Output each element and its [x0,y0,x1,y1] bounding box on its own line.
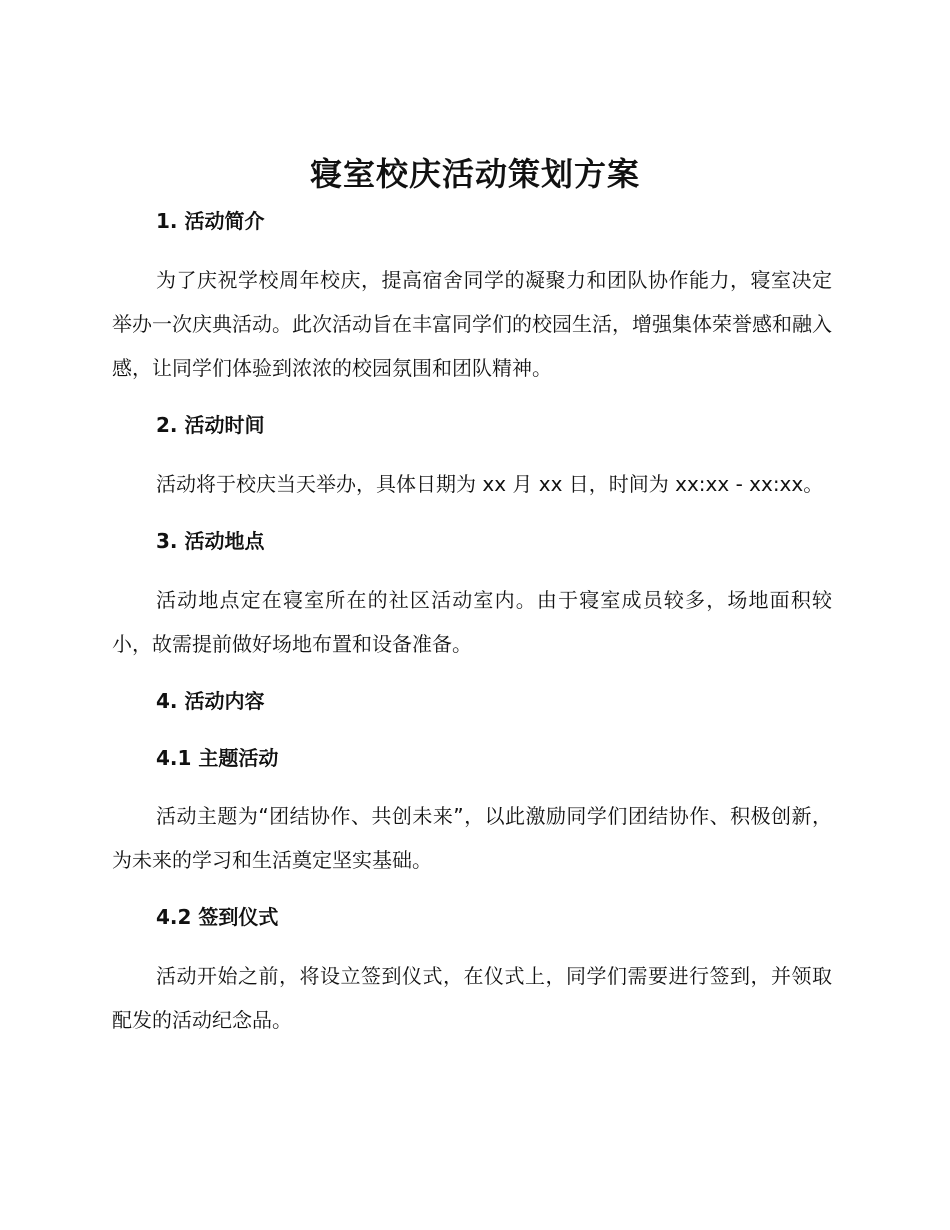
section-text-intro: 为了庆祝学校周年校庆，提高宿舍同学的凝聚力和团队协作能力，寝室决定举办一次庆典活动。此次活动旨在丰富同学们的校园生活，增强集体荣誉感和融入感，让同学们体验到浓浓的校园氛围和团队精神。 [112,268,832,380]
section-text-theme: 活动主题为“团结协作、共创未来”，以此激励同学们团结协作、积极创新，为未来的学习和生活奠定坚实基础。 [112,804,832,872]
section-heading-intro: 1. 活动简介 [156,209,265,233]
section-text-time: 活动将于校庆当天举办，具体日期为 xx 月 xx 日，时间为 xx:xx - xx:xx。 [156,472,824,496]
section-heading-content: 4. 活动内容 [156,689,265,713]
section-text-location: 活动地点定在寝室所在的社区活动室内。由于寝室成员较多，场地面积较小，故需提前做好场地布置和设备准备。 [112,588,832,656]
section-text-signin: 活动开始之前，将设立签到仪式，在仪式上，同学们需要进行签到，并领取配发的活动纪念品。 [112,964,832,1032]
section-heading-signin: 4.2 签到仪式 [156,905,279,929]
section-heading-location: 3. 活动地点 [156,529,265,553]
section-heading-time: 2. 活动时间 [156,413,265,437]
document-title: 寝室校庆活动策划方案 [309,155,640,193]
section-heading-theme: 4.1 主题活动 [156,746,279,770]
